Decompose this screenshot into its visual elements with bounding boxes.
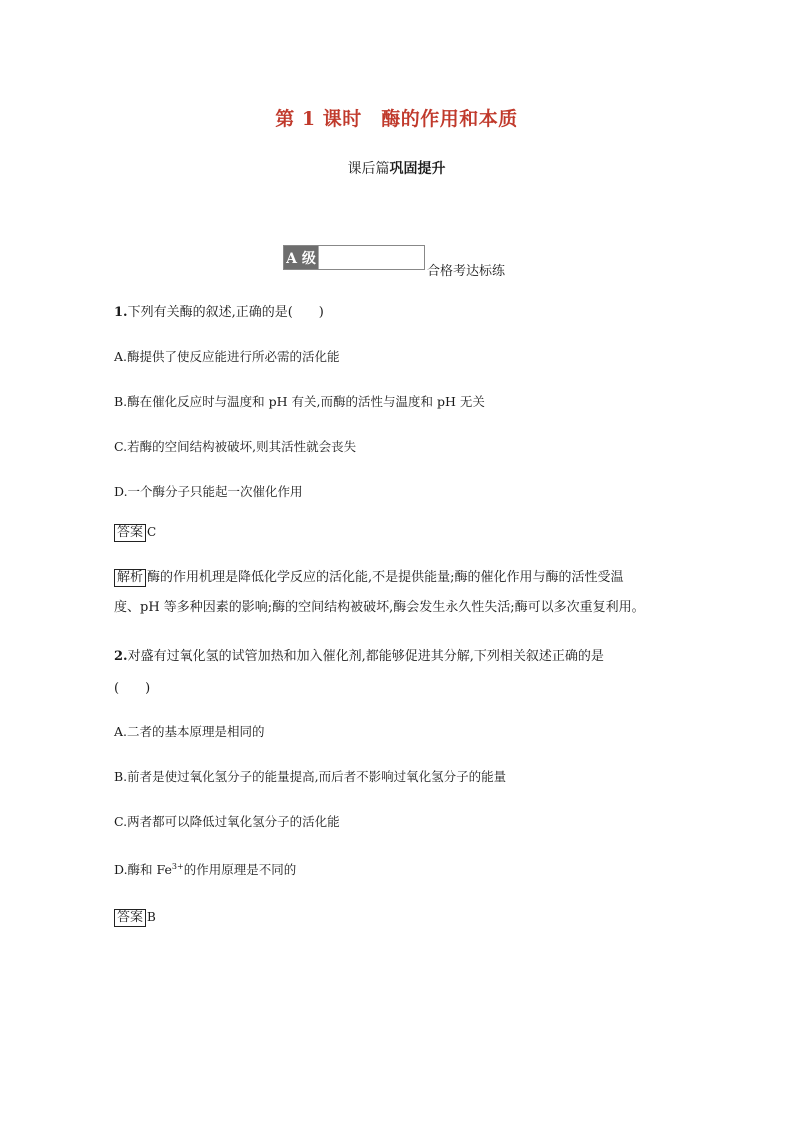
question-1-option-c: C.若酶的空间结构被破坏,则其活性就会丧失 xyxy=(114,439,357,454)
question-1-option-d: D.一个酶分子只能起一次催化作用 xyxy=(114,484,303,499)
question-2-option-d xyxy=(114,860,296,878)
level-badge-blank xyxy=(318,246,424,269)
option-d-prefix: D.酶和 Fe xyxy=(114,862,172,877)
question-2-paren: ( ) xyxy=(114,681,151,696)
question-1-option-b: B.酶在催化反应时与温度和 pH 有关,而酶的活性与温度和 pH 无关 xyxy=(114,394,485,409)
question-1-stem xyxy=(114,301,324,320)
analysis-line-2: 度、pH 等多种因素的影响;酶的空间结构被破坏,酶会发生永久性失活;酶可以多次重复利用。 xyxy=(114,600,645,615)
question-1-answer xyxy=(114,524,156,542)
analysis-tag: 解析 xyxy=(114,569,146,587)
question-2-stem xyxy=(114,645,604,664)
question-2-option-a: A.二者的基本原理是相同的 xyxy=(114,724,265,739)
answer-value: C xyxy=(147,525,157,539)
answer-value: B xyxy=(147,910,156,924)
question-1-text: 下列有关酶的叙述,正确的是( ) xyxy=(127,305,324,320)
question-2-text: 对盛有过氧化氢的试管加热和加入催化剂,都能够促进其分解,下列相关叙述正确的是 xyxy=(127,649,604,664)
level-label: 合格考达标练 xyxy=(427,264,506,279)
question-1-number: 1. xyxy=(114,305,128,320)
question-1-analysis xyxy=(114,563,684,623)
question-2-option-c: C.两者都可以降低过氧化氢分子的活化能 xyxy=(114,814,340,829)
level-badge xyxy=(283,245,425,270)
subtitle-part-a: 课后篇 xyxy=(347,161,390,177)
analysis-line-1: 酶的作用机理是降低化学反应的活化能,不是提供能量;酶的催化作用与酶的活性受温 xyxy=(147,570,624,585)
question-2-answer xyxy=(114,909,156,927)
option-d-superscript: 3+ xyxy=(171,861,184,871)
page-title: 第 1 课时 酶的作用和本质 xyxy=(275,108,518,130)
question-1-option-a: A.酶提供了使反应能进行所必需的活化能 xyxy=(114,349,340,364)
question-2-option-b: B.前者是使过氧化氢分子的能量提高,而后者不影响过氧化氢分子的能量 xyxy=(114,769,507,784)
level-tag: A 级 xyxy=(284,246,318,269)
answer-tag: 答案 xyxy=(114,909,146,927)
section-subtitle xyxy=(0,158,793,178)
option-d-suffix: 的作用原理是不同的 xyxy=(183,862,297,877)
question-2-number: 2. xyxy=(114,649,128,664)
subtitle-part-b: 巩固提升 xyxy=(389,161,446,177)
answer-tag: 答案 xyxy=(114,524,146,542)
